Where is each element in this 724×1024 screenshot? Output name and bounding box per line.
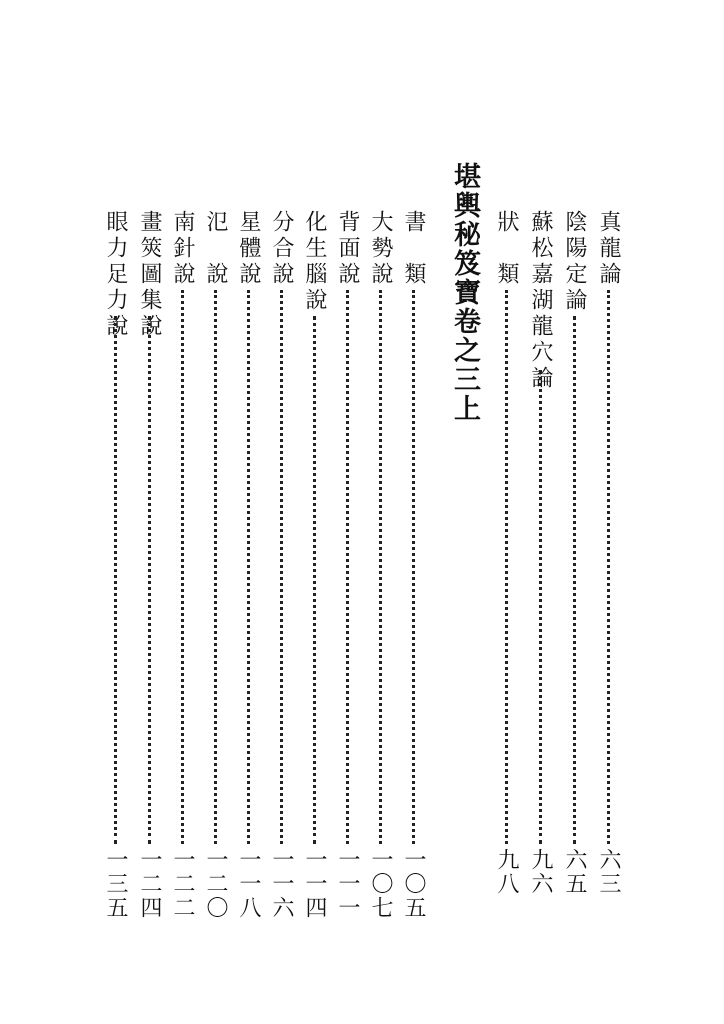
toc-entry-page: 六五 xyxy=(562,848,587,896)
toc-entry-page: 一一四 xyxy=(302,848,327,920)
dot-leader xyxy=(148,316,155,844)
toc-entry-page: 一一八 xyxy=(236,848,261,920)
toc-entry-title: 真龍論 xyxy=(596,210,621,288)
volume-title: 堪輿秘笈寶卷之三上 xyxy=(449,162,480,423)
toc-entry-title: 大勢說 xyxy=(368,210,393,288)
dot-leader xyxy=(573,316,580,844)
dot-leader xyxy=(346,290,353,844)
toc-entry-page: 一一一 xyxy=(335,848,360,920)
dot-leader xyxy=(181,290,188,844)
toc-entry-page: 一一六 xyxy=(269,848,294,920)
toc-entry-title: 南針說 xyxy=(170,210,195,288)
toc-entry-title: 眼力足力說 xyxy=(103,210,128,340)
toc-entry-title: 陰陽定論 xyxy=(562,210,587,314)
toc-entry-title: 背面說 xyxy=(335,210,360,288)
dot-leader xyxy=(539,370,546,844)
toc-entry-page: 一三五 xyxy=(103,848,128,920)
toc-entry-title: 狀 類 xyxy=(494,210,519,288)
toc-entry-page: 一二〇 xyxy=(203,848,228,920)
toc-entry-page: 九六 xyxy=(528,848,553,896)
dot-leader xyxy=(607,290,614,844)
toc-entry-title: 星體說 xyxy=(236,210,261,288)
toc-entry-page: 一二二 xyxy=(170,848,195,920)
dot-leader xyxy=(379,290,386,844)
toc-entry-page: 九八 xyxy=(494,848,519,896)
toc-entry-title: 畫筴圖集說 xyxy=(137,210,162,340)
toc-entry-title: 分合說 xyxy=(269,210,294,288)
toc-entry-title: 蘇松嘉湖龍穴論 xyxy=(528,210,553,392)
dot-leader xyxy=(412,290,419,844)
dot-leader xyxy=(313,316,320,844)
toc-entry-title: 書 類 xyxy=(401,210,426,288)
toc-entry-title: 化生腦說 xyxy=(302,210,327,314)
toc-entry-title: 氾 說 xyxy=(203,210,228,288)
toc-entry-page: 六三 xyxy=(596,848,621,896)
toc-entry-page: 一二四 xyxy=(137,848,162,920)
dot-leader xyxy=(505,290,512,844)
dot-leader xyxy=(280,290,287,844)
dot-leader xyxy=(247,290,254,844)
toc-entry-page: 一〇五 xyxy=(401,848,426,920)
dot-leader xyxy=(114,316,121,844)
toc-entry-page: 一〇七 xyxy=(368,848,393,920)
dot-leader xyxy=(214,290,221,844)
